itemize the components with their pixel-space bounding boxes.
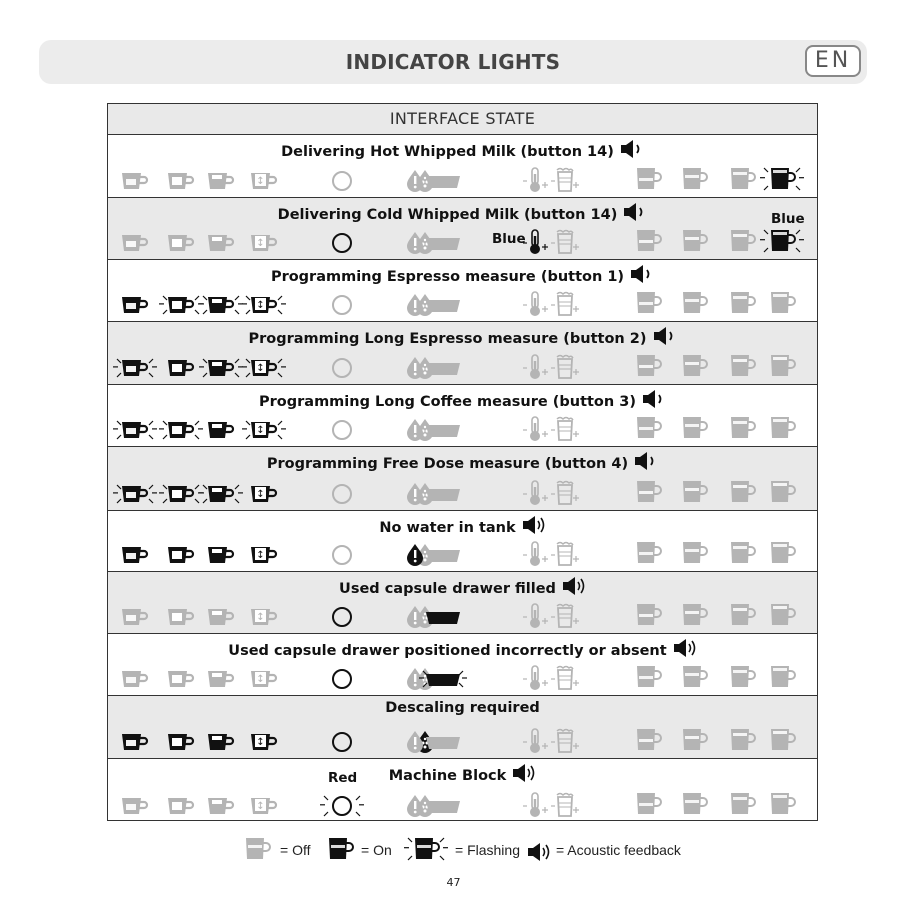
capsule-drawer-icon <box>426 484 460 508</box>
row-title-text: Programming Free Dose measure (button 4) <box>266 456 629 472</box>
capsule-drawer-icon <box>426 607 460 631</box>
temperature-icon <box>522 415 550 447</box>
free-dose-cup-icon <box>249 232 279 258</box>
free-dose-cup-icon <box>242 419 286 445</box>
temperature-icon <box>522 664 550 696</box>
water-tank-icon <box>405 417 425 445</box>
espresso-cup-icon <box>120 731 150 757</box>
long-coffee-cup-icon <box>206 731 236 757</box>
power-icon <box>330 418 354 446</box>
milk-cup-4-icon <box>768 664 796 694</box>
speaker-icon <box>634 451 658 475</box>
svg-text:↕: ↕ <box>256 801 265 812</box>
row-title <box>108 763 817 787</box>
free-dose-cup-icon <box>242 294 286 320</box>
row-title-text: Delivering Cold Whipped Milk (button 14) <box>277 207 618 223</box>
milk-cup-1-icon <box>634 415 662 445</box>
milk-cup-2-icon <box>680 228 708 258</box>
milk-cup-1-icon <box>634 228 662 258</box>
milk-cup-4-icon <box>768 290 796 320</box>
page-banner <box>39 40 867 84</box>
table-row <box>108 633 817 695</box>
milk-cup-3-icon <box>728 353 756 383</box>
row-title <box>108 139 817 163</box>
milk-color-note: Blue <box>771 211 805 227</box>
milk-cup-3-icon <box>728 290 756 320</box>
svg-text:↕: ↕ <box>256 674 265 685</box>
espresso-cup-icon <box>120 606 150 632</box>
milk-cup-1-icon <box>634 353 662 383</box>
milk-cup-4-icon <box>768 602 796 632</box>
long-espresso-cup-icon <box>166 668 196 694</box>
espresso-cup-icon <box>120 668 150 694</box>
espresso-cup-icon <box>120 232 150 258</box>
table-row <box>108 259 817 321</box>
milk-foam-icon <box>550 353 582 385</box>
indicator-table <box>107 103 818 821</box>
milk-cup-3-icon <box>728 791 756 821</box>
water-tank-icon <box>405 481 425 509</box>
capsule-drawer-icon <box>426 796 460 820</box>
row-title <box>108 451 817 475</box>
milk-cup-1-icon <box>634 664 662 694</box>
svg-text:↕: ↕ <box>256 489 265 500</box>
free-dose-cup-icon <box>249 606 279 632</box>
svg-text:↕: ↕ <box>256 176 265 187</box>
speaker-icon <box>623 202 647 226</box>
table-row <box>108 134 817 197</box>
svg-text:↕: ↕ <box>256 425 265 436</box>
power-icon <box>330 667 354 695</box>
capsule-drawer-icon <box>426 233 460 257</box>
power-icon <box>330 482 354 510</box>
milk-foam-icon <box>550 602 582 634</box>
milk-cup-1-icon <box>634 727 662 757</box>
legend-speaker-icon <box>527 842 551 866</box>
espresso-cup-icon <box>120 170 150 196</box>
svg-text:↕: ↕ <box>256 612 265 623</box>
speaker-icon <box>653 326 677 350</box>
power-icon <box>330 730 354 758</box>
free-dose-cup-icon <box>249 544 279 570</box>
svg-text:↕: ↕ <box>256 363 265 374</box>
row-title <box>108 515 817 539</box>
water-tank-icon <box>405 542 425 570</box>
milk-foam-icon <box>550 166 582 198</box>
row-title-text: Programming Long Espresso measure (button 2) <box>248 331 647 347</box>
table-row <box>108 695 817 758</box>
table-row <box>108 197 817 259</box>
legend-on-label: = On <box>361 842 392 858</box>
row-title-text: Programming Long Coffee measure (button 3) <box>259 394 636 410</box>
long-coffee-cup-icon <box>206 668 236 694</box>
table-row <box>108 758 817 822</box>
milk-foam-icon <box>550 727 582 759</box>
table-header: INTERFACE STATE <box>108 104 817 134</box>
capsule-drawer-icon <box>426 171 460 195</box>
milk-cup-2-icon <box>680 166 708 196</box>
table-row <box>108 321 817 384</box>
long-coffee-cup-icon <box>206 419 236 445</box>
temperature-icon <box>522 540 550 572</box>
temperature-icon <box>522 353 550 385</box>
capsule-drawer-icon <box>426 732 460 756</box>
page-number: 47 <box>446 876 461 889</box>
espresso-cup-icon <box>120 795 150 821</box>
espresso-cup-icon <box>113 419 157 445</box>
milk-foam-icon <box>550 415 582 447</box>
legend-off-icon <box>243 836 271 866</box>
water-tank-icon <box>405 230 425 258</box>
speaker-icon <box>512 763 536 787</box>
row-title <box>108 576 817 600</box>
milk-cup-2-icon <box>680 602 708 632</box>
svg-text:↕: ↕ <box>256 300 265 311</box>
long-espresso-cup-icon <box>166 795 196 821</box>
milk-cup-4-icon <box>760 228 804 258</box>
milk-cup-4-icon <box>768 727 796 757</box>
temperature-icon <box>522 479 550 511</box>
water-tank-icon <box>405 292 425 320</box>
legend-flashing-icon <box>404 836 448 866</box>
long-espresso-cup-icon <box>166 232 196 258</box>
free-dose-cup-icon <box>242 357 286 383</box>
row-title <box>108 264 817 288</box>
temperature-icon <box>522 791 550 823</box>
legend-flashing-label: = Flashing <box>455 842 520 858</box>
free-dose-cup-icon <box>249 731 279 757</box>
power-icon <box>330 543 354 571</box>
milk-cup-1-icon <box>634 791 662 821</box>
capsule-drawer-icon <box>426 420 460 444</box>
milk-cup-4-icon <box>768 791 796 821</box>
row-title <box>108 326 817 350</box>
milk-cup-2-icon <box>680 664 708 694</box>
long-coffee-cup-icon <box>199 294 243 320</box>
svg-text:↕: ↕ <box>256 737 265 748</box>
milk-cup-2-icon <box>680 540 708 570</box>
row-title-text: Machine Block <box>388 768 507 784</box>
milk-cup-3-icon <box>728 540 756 570</box>
milk-cup-3-icon <box>728 166 756 196</box>
milk-cup-2-icon <box>680 727 708 757</box>
capsule-drawer-icon <box>426 358 460 382</box>
long-espresso-cup-icon <box>166 731 196 757</box>
water-tank-icon <box>405 793 425 821</box>
power-icon <box>330 169 354 197</box>
power-icon <box>320 794 364 822</box>
svg-text:↕: ↕ <box>256 550 265 561</box>
long-coffee-cup-icon <box>206 544 236 570</box>
espresso-cup-icon <box>120 544 150 570</box>
milk-cup-4-icon <box>768 479 796 509</box>
legend-acoustic-label: = Acoustic feedback <box>556 842 681 858</box>
temperature-icon <box>522 727 550 759</box>
legend-on-icon <box>325 836 355 866</box>
row-title-text: Used capsule drawer positioned incorrectly or absent <box>228 643 667 659</box>
milk-cup-2-icon <box>680 479 708 509</box>
table-row <box>108 446 817 510</box>
row-title <box>108 202 817 226</box>
row-title-text: Used capsule drawer filled <box>339 581 556 597</box>
milk-cup-2-icon <box>680 415 708 445</box>
milk-cup-3-icon <box>728 415 756 445</box>
long-espresso-cup-icon <box>166 170 196 196</box>
milk-cup-4-icon <box>768 353 796 383</box>
milk-cup-3-icon <box>728 664 756 694</box>
language-badge: EN <box>805 45 861 77</box>
speaker-icon <box>673 638 697 662</box>
temperature-icon <box>522 166 550 198</box>
row-title-text: Programming Espresso measure (button 1) <box>270 269 625 285</box>
row-title <box>108 638 817 662</box>
temperature-icon <box>522 228 550 260</box>
long-espresso-cup-icon <box>166 357 196 383</box>
espresso-cup-icon <box>113 483 157 509</box>
long-coffee-cup-icon <box>206 606 236 632</box>
milk-cup-4-icon <box>768 415 796 445</box>
free-dose-cup-icon <box>249 170 279 196</box>
speaker-icon <box>630 264 654 288</box>
milk-cup-3-icon <box>728 479 756 509</box>
temperature-icon <box>522 602 550 634</box>
free-dose-cup-icon <box>249 483 279 509</box>
svg-text:↕: ↕ <box>256 238 265 249</box>
capsule-drawer-icon <box>426 545 460 569</box>
free-dose-cup-icon <box>249 795 279 821</box>
legend-off-label: = Off <box>280 842 311 858</box>
speaker-icon <box>562 576 586 600</box>
long-coffee-cup-icon <box>206 232 236 258</box>
milk-cup-4-icon <box>768 540 796 570</box>
water-tank-icon <box>405 168 425 196</box>
espresso-cup-icon <box>120 294 150 320</box>
table-row <box>108 571 817 633</box>
page-title: INDICATOR LIGHTS <box>345 50 561 74</box>
long-coffee-cup-icon <box>199 483 243 509</box>
legend <box>0 836 907 868</box>
long-espresso-cup-icon <box>159 483 203 509</box>
capsule-drawer-icon <box>419 669 467 693</box>
milk-cup-1-icon <box>634 540 662 570</box>
milk-cup-3-icon <box>728 228 756 258</box>
speaker-icon <box>522 515 546 539</box>
milk-cup-1-icon <box>634 290 662 320</box>
speaker-icon <box>620 139 644 163</box>
milk-cup-1-icon <box>634 166 662 196</box>
capsule-drawer-icon <box>426 295 460 319</box>
long-coffee-cup-icon <box>206 795 236 821</box>
water-tank-icon <box>405 604 425 632</box>
free-dose-cup-icon <box>249 668 279 694</box>
row-title <box>108 700 817 716</box>
long-espresso-cup-icon <box>166 544 196 570</box>
milk-cup-3-icon <box>728 727 756 757</box>
table-row <box>108 510 817 571</box>
table-row <box>108 384 817 446</box>
espresso-cup-icon <box>113 357 157 383</box>
row-title-text: No water in tank <box>379 520 516 536</box>
milk-foam-icon <box>550 479 582 511</box>
power-icon <box>330 293 354 321</box>
temperature-color-note: Blue <box>492 231 526 247</box>
water-tank-icon <box>405 355 425 383</box>
long-espresso-cup-icon <box>159 419 203 445</box>
row-title <box>108 389 817 413</box>
long-coffee-cup-icon <box>199 357 243 383</box>
power-icon <box>330 231 354 259</box>
row-title-text: Delivering Hot Whipped Milk (button 14) <box>281 144 614 160</box>
power-icon <box>330 356 354 384</box>
milk-foam-icon <box>550 540 582 572</box>
speaker-icon <box>642 389 666 413</box>
long-espresso-cup-icon <box>166 606 196 632</box>
water-tank-icon <box>405 729 425 757</box>
milk-cup-3-icon <box>728 602 756 632</box>
milk-foam-icon <box>550 228 582 260</box>
milk-cup-1-icon <box>634 602 662 632</box>
temperature-icon <box>522 290 550 322</box>
long-coffee-cup-icon <box>206 170 236 196</box>
milk-cup-2-icon <box>680 791 708 821</box>
long-espresso-cup-icon <box>159 294 203 320</box>
milk-cup-1-icon <box>634 479 662 509</box>
milk-foam-icon <box>550 664 582 696</box>
milk-foam-icon <box>550 290 582 322</box>
milk-cup-4-icon <box>760 166 804 196</box>
power-color-note: Red <box>328 770 358 786</box>
milk-cup-2-icon <box>680 290 708 320</box>
milk-foam-icon <box>550 791 582 823</box>
row-title-text: Descaling required <box>385 700 540 716</box>
milk-cup-2-icon <box>680 353 708 383</box>
power-icon <box>330 605 354 633</box>
